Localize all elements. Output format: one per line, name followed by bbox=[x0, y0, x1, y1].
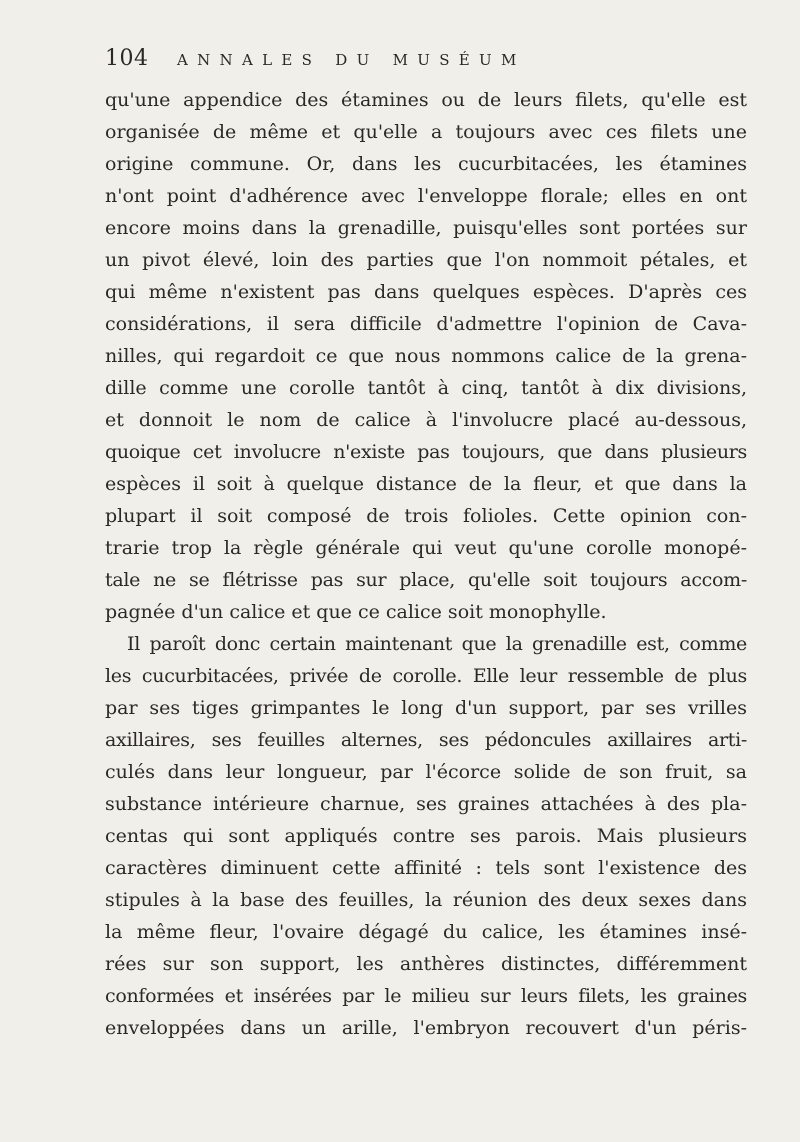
text-line: n'ont point d'adhérence avec l'enveloppe florale; elles en ont bbox=[105, 185, 747, 207]
text-line: stipules à la base des feuilles, la réunion des deux sexes dans bbox=[105, 889, 747, 911]
text-line: nilles, qui regardoit ce que nous nommons calice de la grena- bbox=[105, 345, 747, 367]
text-line: espèces il soit à quelque distance de la fleur, et que dans la bbox=[105, 473, 747, 495]
page-header bbox=[105, 46, 745, 76]
text-line: conformées et insérées par le milieu sur leurs filets, les graines bbox=[105, 985, 747, 1007]
body-text bbox=[105, 84, 747, 1044]
text-line: caractères diminuent cette affinité : tels sont l'existence des bbox=[105, 857, 747, 879]
text-line: substance intérieure charnue, ses graines attachées à des pla- bbox=[105, 793, 747, 815]
text-line: qui même n'existent pas dans quelques espèces. D'après ces bbox=[105, 281, 747, 303]
text-line: la même fleur, l'ovaire dégagé du calice, les étamines insé- bbox=[105, 921, 747, 943]
page-number: 104 bbox=[105, 46, 149, 71]
text-line: origine commune. Or, dans les cucurbitacées, les étamines bbox=[105, 153, 747, 175]
text-line: dille comme une corolle tantôt à cinq, tantôt à dix divisions, bbox=[105, 377, 747, 399]
text-line: trarie trop la règle générale qui veut qu'une corolle monopé- bbox=[105, 537, 747, 559]
text-line: qu'une appendice des étamines ou de leurs filets, qu'elle est bbox=[105, 89, 747, 111]
text-line: considérations, il sera difficile d'admettre l'opinion de Cava- bbox=[105, 313, 747, 335]
text-line: quoique cet involucre n'existe pas toujours, que dans plusieurs bbox=[105, 441, 747, 463]
text-line: pagnée d'un calice et que ce calice soit monophylle. bbox=[105, 601, 607, 623]
text-line: par ses tiges grimpantes le long d'un support, par ses vrilles bbox=[105, 697, 747, 719]
text-line: rées sur son support, les anthères distinctes, différemment bbox=[105, 953, 747, 975]
text-line: organisée de même et qu'elle a toujours avec ces filets une bbox=[105, 121, 747, 143]
text-line: centas qui sont appliqués contre ses parois. Mais plusieurs bbox=[105, 825, 747, 847]
running-head: ANNALES DU MUSÉUM bbox=[177, 51, 526, 69]
text-line: axillaires, ses feuilles alternes, ses pédoncules axillaires arti- bbox=[105, 729, 747, 751]
text-line: les cucurbitacées, privée de corolle. Elle leur ressemble de plus bbox=[105, 665, 747, 687]
text-line: plupart il soit composé de trois folioles. Cette opinion con- bbox=[105, 505, 747, 527]
text-line: Il paroît donc certain maintenant que la grenadille est, comme bbox=[127, 633, 747, 655]
text-line: et donnoit le nom de calice à l'involucre placé au-dessous, bbox=[105, 409, 747, 431]
text-line: tale ne se flétrisse pas sur place, qu'elle soit toujours accom- bbox=[105, 569, 747, 591]
text-line: enveloppées dans un arille, l'embryon recouvert d'un péris- bbox=[105, 1017, 747, 1039]
text-line: encore moins dans la grenadille, puisqu'elles sont portées sur bbox=[105, 217, 747, 239]
text-line: culés dans leur longueur, par l'écorce solide de son fruit, sa bbox=[105, 761, 747, 783]
text-line: un pivot élevé, loin des parties que l'on nommoit pétales, et bbox=[105, 249, 747, 271]
